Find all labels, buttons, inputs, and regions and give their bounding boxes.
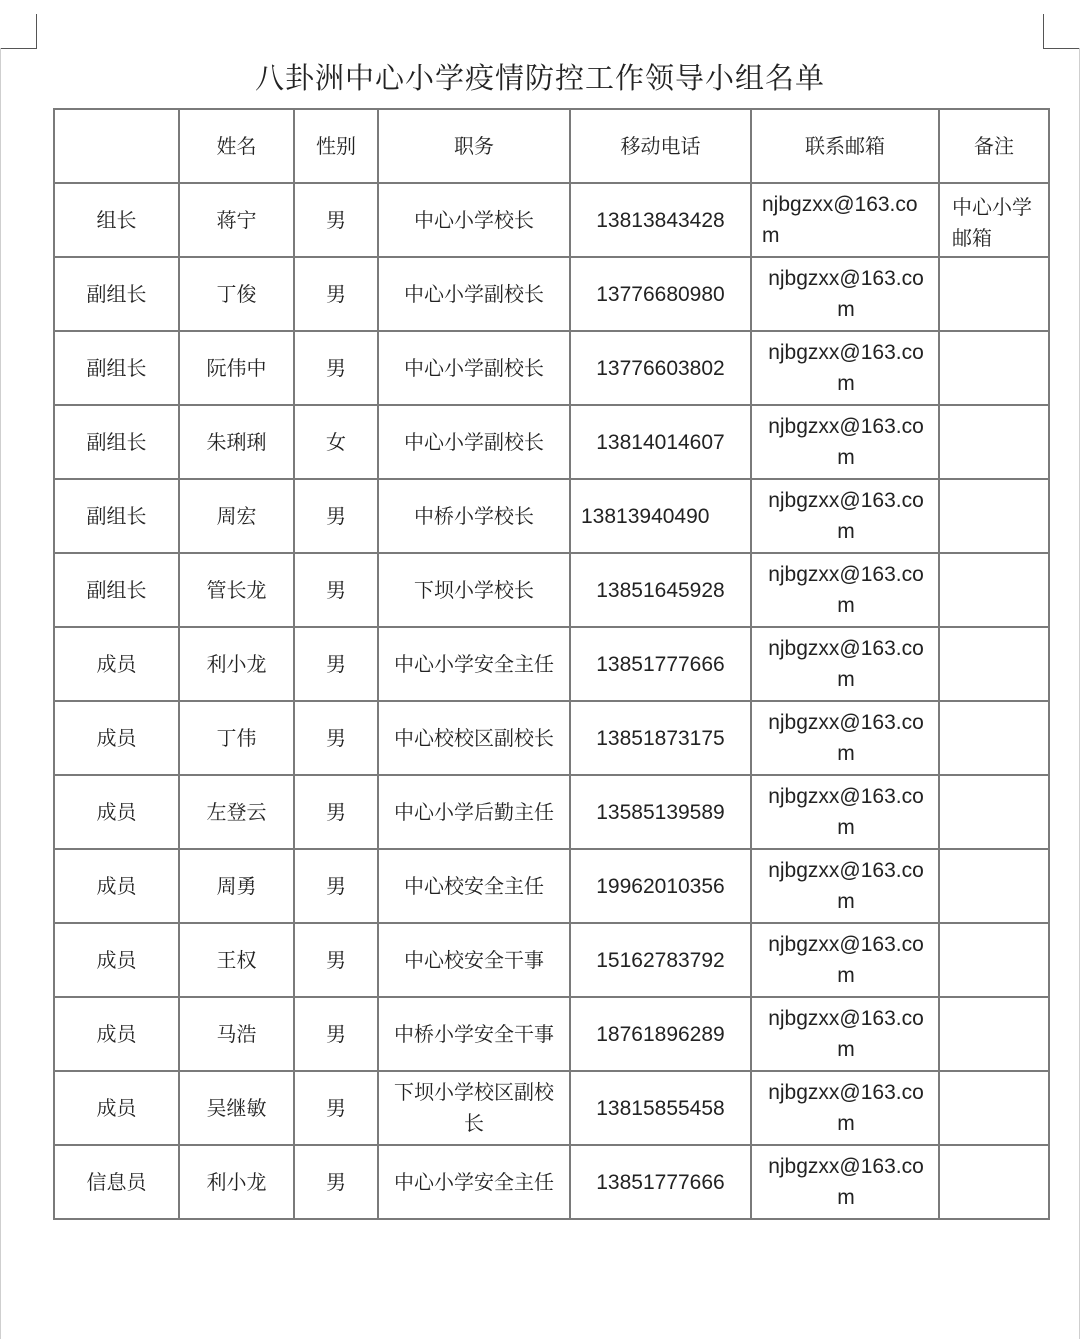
note-cell: 中心小学邮箱 [939,183,1049,257]
email-cell: njbgzxx@163.com [751,479,939,553]
table-header-row [54,109,1049,183]
email-cell: njbgzxx@163.com [751,405,939,479]
gender-cell: 男 [294,627,378,701]
table-row [54,257,1049,331]
email-cell: njbgzxx@163.com [751,701,939,775]
position-cell: 中心小学校长 [378,183,570,257]
table-row [54,183,1049,257]
table-row [54,997,1049,1071]
position-cell: 下坝小学校长 [378,553,570,627]
table-row [54,479,1049,553]
role-cell: 副组长 [54,331,179,405]
position-cell: 中心小学安全主任 [378,627,570,701]
header-email-cell: 联系邮箱 [751,109,939,183]
phone-cell: 13776680980 [570,257,751,331]
position-cell: 中心小学安全主任 [378,1145,570,1219]
role-cell: 副组长 [54,479,179,553]
note-cell [939,775,1049,849]
role-cell: 信息员 [54,1145,179,1219]
gender-cell: 男 [294,331,378,405]
name-cell: 周勇 [179,849,294,923]
name-cell: 利小龙 [179,627,294,701]
position-cell: 中心校安全干事 [378,923,570,997]
email-cell: njbgzxx@163.com [751,1071,939,1145]
table-row [54,627,1049,701]
gender-cell: 男 [294,997,378,1071]
phone-cell: 13776603802 [570,331,751,405]
note-cell [939,627,1049,701]
note-cell [939,257,1049,331]
name-cell: 丁俊 [179,257,294,331]
gender-cell: 女 [294,405,378,479]
email-cell: njbgzxx@163.com [751,1145,939,1219]
table-row [54,405,1049,479]
header-phone-cell: 移动电话 [570,109,751,183]
table-row [54,1071,1049,1145]
position-cell: 中桥小学安全干事 [378,997,570,1071]
gender-cell: 男 [294,553,378,627]
gender-cell: 男 [294,1145,378,1219]
position-cell: 中心小学副校长 [378,331,570,405]
email-cell: njbgzxx@163.com [751,257,939,331]
table-row [54,849,1049,923]
role-cell: 成员 [54,627,179,701]
phone-cell: 13851777666 [570,1145,751,1219]
position-cell: 中心校校区副校长 [378,701,570,775]
page-edge-left [0,48,1,1339]
position-cell: 中心小学副校长 [378,405,570,479]
gender-cell: 男 [294,775,378,849]
phone-cell: 13585139589 [570,775,751,849]
role-cell: 成员 [54,849,179,923]
position-cell: 中心校安全主任 [378,849,570,923]
email-cell: njbgzxx@163.com [751,183,939,257]
phone-cell: 13851645928 [570,553,751,627]
email-cell: njbgzxx@163.com [751,553,939,627]
name-cell: 王权 [179,923,294,997]
gender-cell: 男 [294,1071,378,1145]
email-cell: njbgzxx@163.com [751,923,939,997]
header-blank-cell [54,109,179,183]
page-corner-mark-right [1043,14,1080,49]
name-cell: 管长龙 [179,553,294,627]
header-name-cell: 姓名 [179,109,294,183]
email-cell: njbgzxx@163.com [751,849,939,923]
header-note-cell: 备注 [939,109,1049,183]
phone-cell: 19962010356 [570,849,751,923]
note-cell [939,701,1049,775]
page-corner-mark-left [0,14,37,49]
phone-cell: 13851873175 [570,701,751,775]
name-cell: 朱琍琍 [179,405,294,479]
role-cell: 成员 [54,997,179,1071]
phone-cell: 18761896289 [570,997,751,1071]
leadership-roster-table [53,108,1050,1220]
name-cell: 马浩 [179,997,294,1071]
role-cell: 成员 [54,701,179,775]
document-title: 八卦洲中心小学疫情防控工作领导小组名单 [254,61,825,95]
note-cell [939,479,1049,553]
phone-cell: 13815855458 [570,1071,751,1145]
gender-cell: 男 [294,479,378,553]
position-cell: 中心小学后勤主任 [378,775,570,849]
note-cell [939,405,1049,479]
name-cell: 利小龙 [179,1145,294,1219]
email-cell: njbgzxx@163.com [751,775,939,849]
gender-cell: 男 [294,923,378,997]
name-cell: 丁伟 [179,701,294,775]
role-cell: 组长 [54,183,179,257]
name-cell: 阮伟中 [179,331,294,405]
note-cell [939,923,1049,997]
note-cell [939,849,1049,923]
position-cell: 中心小学副校长 [378,257,570,331]
email-cell: njbgzxx@163.com [751,997,939,1071]
gender-cell: 男 [294,701,378,775]
email-cell: njbgzxx@163.com [751,331,939,405]
name-cell: 周宏 [179,479,294,553]
note-cell [939,553,1049,627]
name-cell: 蒋宁 [179,183,294,257]
header-position-cell: 职务 [378,109,570,183]
role-cell: 成员 [54,923,179,997]
table-row [54,775,1049,849]
phone-cell: 13813940490 [570,479,751,553]
note-cell [939,997,1049,1071]
role-cell: 副组长 [54,553,179,627]
position-cell: 下坝小学校区副校长 [378,1071,570,1145]
position-cell: 中桥小学校长 [378,479,570,553]
gender-cell: 男 [294,849,378,923]
note-cell [939,1071,1049,1145]
gender-cell: 男 [294,257,378,331]
note-cell [939,331,1049,405]
email-cell: njbgzxx@163.com [751,627,939,701]
phone-cell: 13814014607 [570,405,751,479]
table-row [54,923,1049,997]
header-gender-cell: 性别 [294,109,378,183]
phone-cell: 13813843428 [570,183,751,257]
role-cell: 副组长 [54,405,179,479]
role-cell: 成员 [54,1071,179,1145]
table-row [54,1145,1049,1219]
table-row [54,701,1049,775]
table-row [54,553,1049,627]
phone-cell: 13851777666 [570,627,751,701]
table-row [54,331,1049,405]
gender-cell: 男 [294,183,378,257]
role-cell: 副组长 [54,257,179,331]
phone-cell: 15162783792 [570,923,751,997]
name-cell: 左登云 [179,775,294,849]
note-cell [939,1145,1049,1219]
role-cell: 成员 [54,775,179,849]
name-cell: 吴继敏 [179,1071,294,1145]
